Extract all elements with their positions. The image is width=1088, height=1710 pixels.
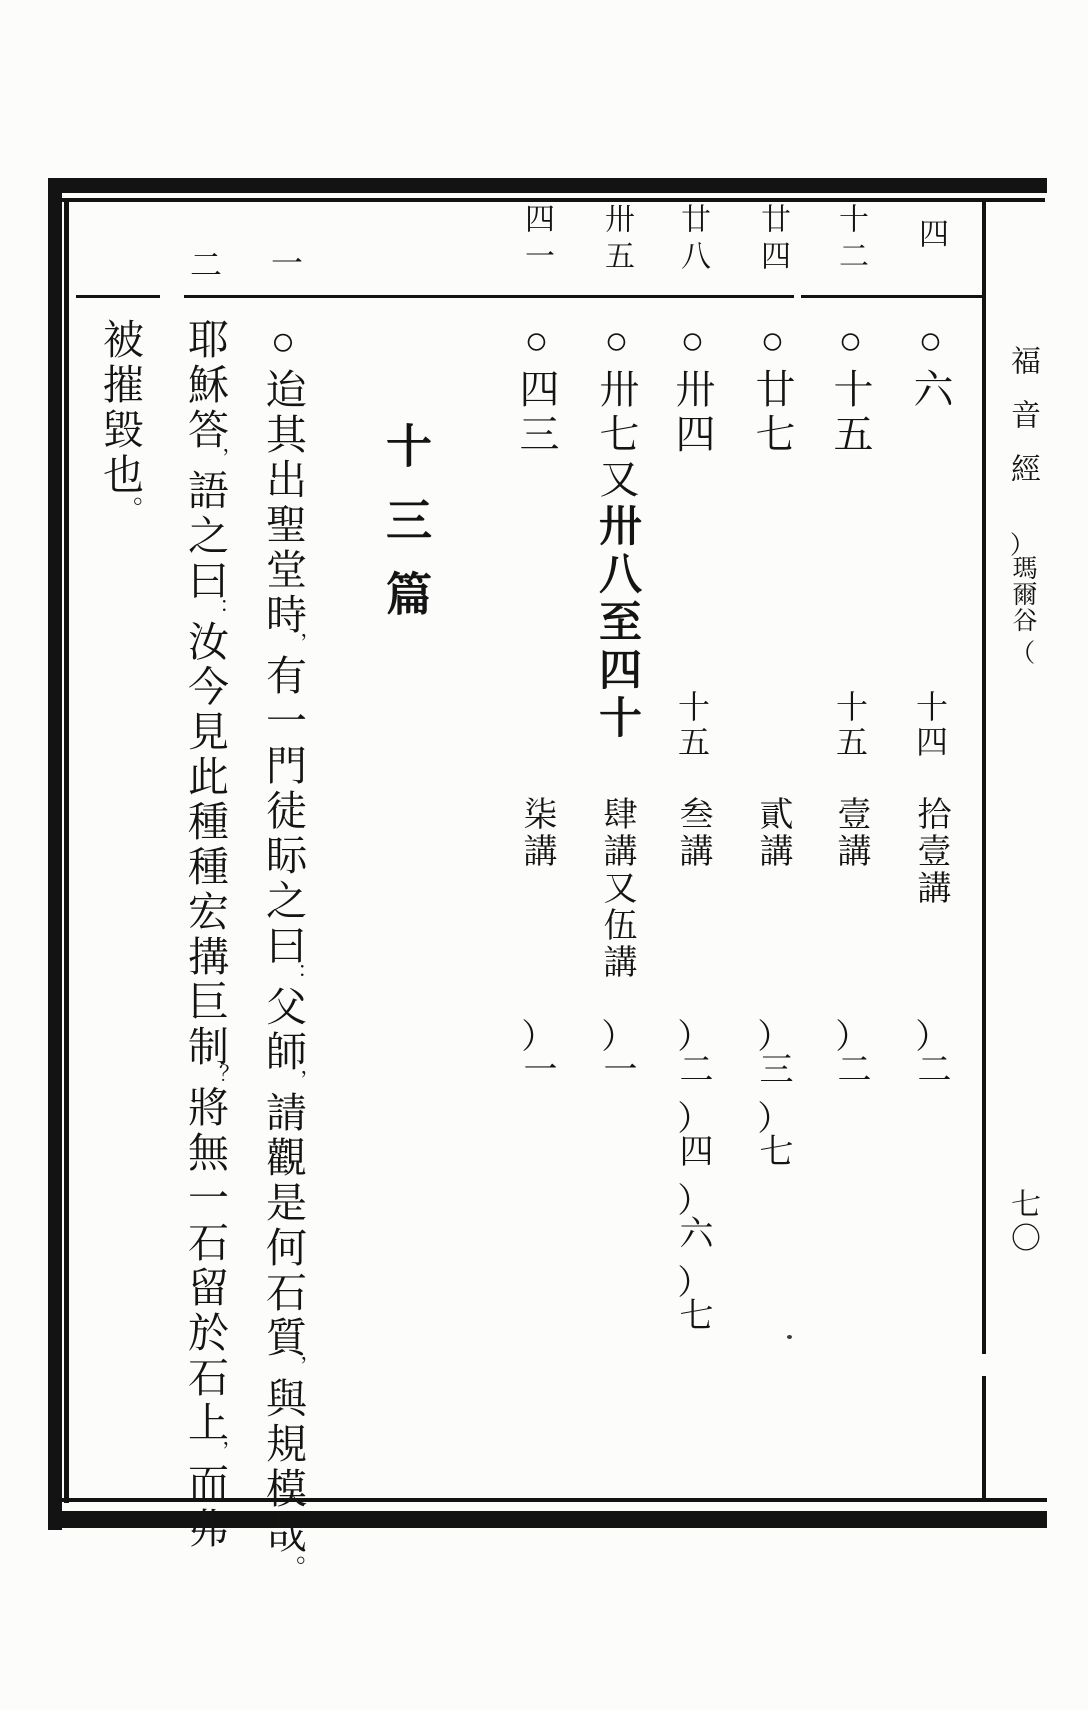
index-column-header: 四一 xyxy=(520,203,553,277)
frame-border-top-inner xyxy=(62,198,1045,202)
paragraph-label: 一 xyxy=(267,246,303,278)
header-rule-segment xyxy=(184,295,794,298)
index-lecture-label: 壹講 xyxy=(832,796,869,870)
index-lecture-label: 肆講又伍講 xyxy=(598,796,635,981)
index-page-refs: （一 xyxy=(516,1012,556,1090)
index-page-refs: （一 xyxy=(596,1012,636,1090)
frame-border-left-outer xyxy=(48,178,62,1530)
index-verse-ref: ○四三 xyxy=(514,318,559,458)
index-verse-ref: ○六 xyxy=(908,318,953,413)
index-page-refs: （二 xyxy=(830,1012,870,1090)
ink-speck xyxy=(787,1335,792,1339)
index-lecture-label: 貳講 xyxy=(754,796,791,870)
index-page-refs: （二（四（六（七 xyxy=(672,1012,712,1336)
index-verse-ref: ○十五 xyxy=(828,318,873,458)
index-lecture-label: 拾壹講 xyxy=(912,796,949,907)
index-verse-ref: ○廿七 xyxy=(750,318,795,458)
index-lecture-label: 叁講 xyxy=(674,796,711,870)
paragraph-label: 二 xyxy=(186,248,222,280)
index-chapter-number: 十五 xyxy=(832,690,868,760)
index-page-refs: （三（七 xyxy=(752,1012,792,1172)
index-chapter-number: 十五 xyxy=(674,690,710,760)
frame-border-top-outer xyxy=(48,178,1047,193)
index-lecture-label: 柒講 xyxy=(518,796,555,870)
section-heading: 十三篇 xyxy=(380,422,431,644)
paragraph-text-column: ○迨其出聖堂時，有一門徒眎之曰：父師，請觀是何石質，與規模哉。 xyxy=(260,318,308,1585)
index-chapter-number: 十四 xyxy=(912,690,948,760)
paragraph-text-column: 被摧毀也。 xyxy=(97,318,143,526)
frame-border-left-inner xyxy=(64,198,69,1503)
index-verse-ref-normal: ○卅七又 xyxy=(594,318,639,503)
header-rule-segment xyxy=(76,295,160,298)
header-rule-segment xyxy=(801,295,983,298)
running-title-main: 福音經 xyxy=(1006,345,1039,507)
page-number: 七〇 xyxy=(1006,1188,1039,1256)
index-column-header: 卅五 xyxy=(600,203,633,277)
index-verse-ref-bold: 卅八至四十 xyxy=(593,503,640,743)
index-column-header: 廿四 xyxy=(756,203,789,277)
margin-divider-line-lower xyxy=(982,1376,986,1502)
margin-divider-line-upper xyxy=(982,198,986,1354)
index-page-refs: （二 xyxy=(910,1012,950,1090)
running-title-subtitle: （瑪爾谷） xyxy=(1009,528,1036,663)
paragraph-text-column: 耶穌答，語之曰：汝今見此種種宏搆巨制？將無一石留於石上，而弗 xyxy=(182,318,230,1552)
index-column-header: 廿八 xyxy=(676,203,709,277)
index-column-header: 四 xyxy=(914,218,947,255)
running-title xyxy=(994,345,1050,663)
index-verse-ref: ○卅四 xyxy=(670,318,715,458)
index-column-header: 十二 xyxy=(834,203,867,277)
index-verse-ref xyxy=(588,318,644,743)
